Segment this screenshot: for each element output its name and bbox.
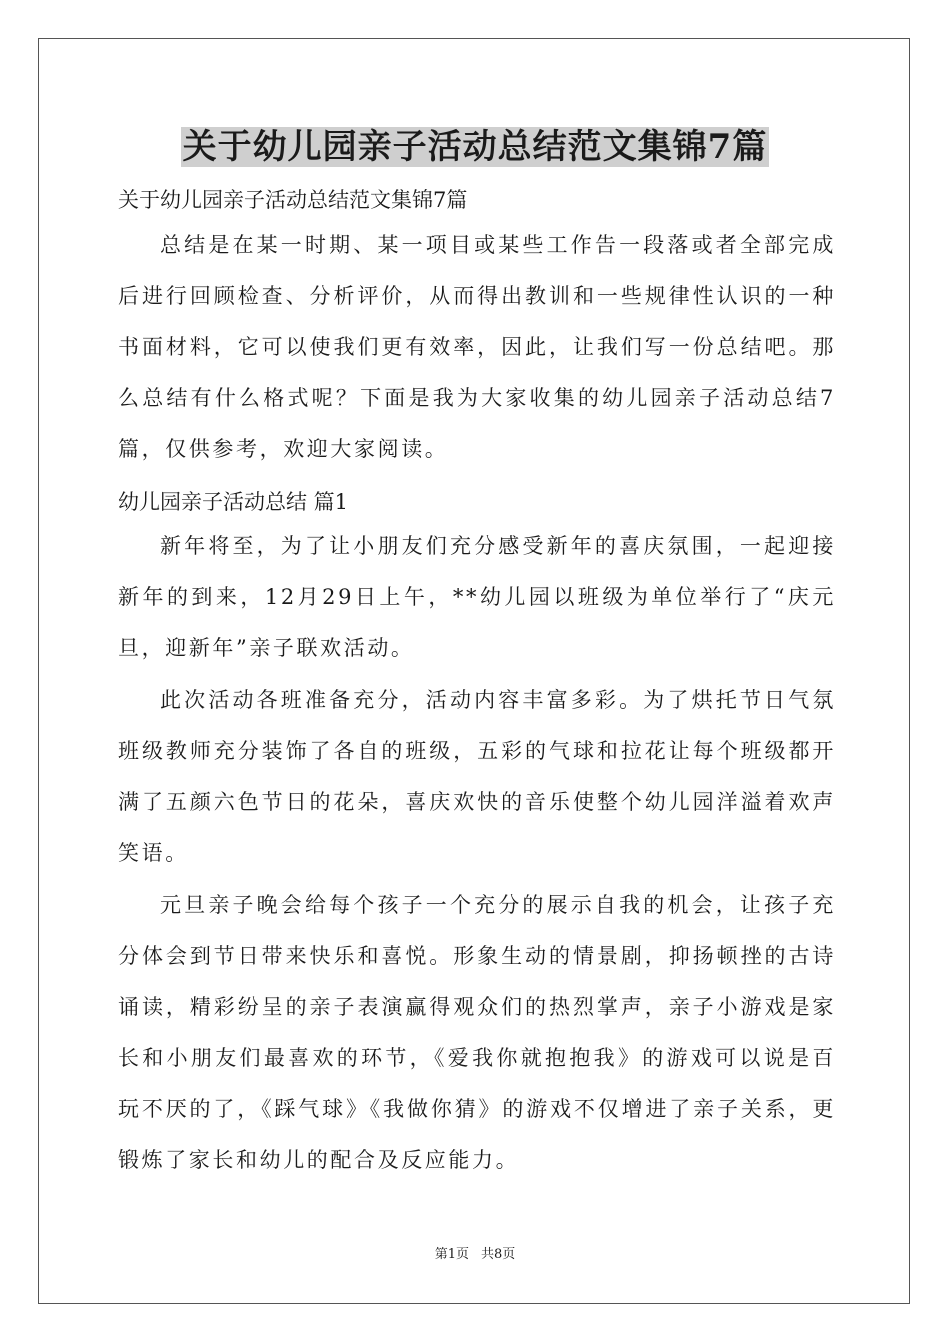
body-paragraph-2: 此次活动各班准备充分，活动内容丰富多彩。为了烘托节日气氛班级教师充分装饰了各自的班级，五彩的气球和拉花让每个班级都开满了五颜六色节日的花朵，喜庆欢快的音乐使整个幼儿园洋溢着欢声笑语。 xyxy=(118,688,836,865)
page-footer xyxy=(0,1246,950,1264)
body-paragraph-3: 元旦亲子晚会给每个孩子一个充分的展示自我的机会，让孩子充分体会到节日带来快乐和喜悦。形象生动的情景剧，抑扬顿挫的古诗诵读，精彩纷呈的亲子表演赢得观众们的热烈掌声，亲子小游戏是家长和小朋友们最喜欢的环节，《爱我你就抱抱我》的游戏可以说是百玩不厌的了，《踩气球》《我做你猜》的游戏不仅增进了亲子关系，更锻炼了家长和幼儿的配合及反应能力。 xyxy=(118,893,836,1172)
body-paragraph-1: 新年将至，为了让小朋友们充分感受新年的喜庆氛围，一起迎接新年的到来，12月29日上午，**幼儿园以班级为单位举行了“庆元旦，迎新年”亲子联欢活动。 xyxy=(118,534,836,660)
intro-paragraph: 总结是在某一时期、某一项目或某些工作告一段落或者全部完成后进行回顾检查、分析评价，从而得出教训和一些规律性认识的一种书面材料，它可以使我们更有效率，因此，让我们写一份总结吧。那么总结有什么格式呢？下面是我为大家收集的幼儿园亲子活动总结7篇，仅供参考，欢迎大家阅读。 xyxy=(118,233,836,461)
page-number: 第1页 xyxy=(434,1247,469,1262)
document-body xyxy=(118,180,836,1187)
document-title xyxy=(0,124,950,170)
document-subtitle: 关于幼儿园亲子活动总结范文集锦7篇 xyxy=(118,188,468,212)
page-total: 共8页 xyxy=(481,1247,516,1262)
title-text: 关于幼儿园亲子活动总结范文集锦7篇 xyxy=(182,127,768,167)
section-heading: 幼儿园亲子活动总结 篇1 xyxy=(118,490,349,514)
